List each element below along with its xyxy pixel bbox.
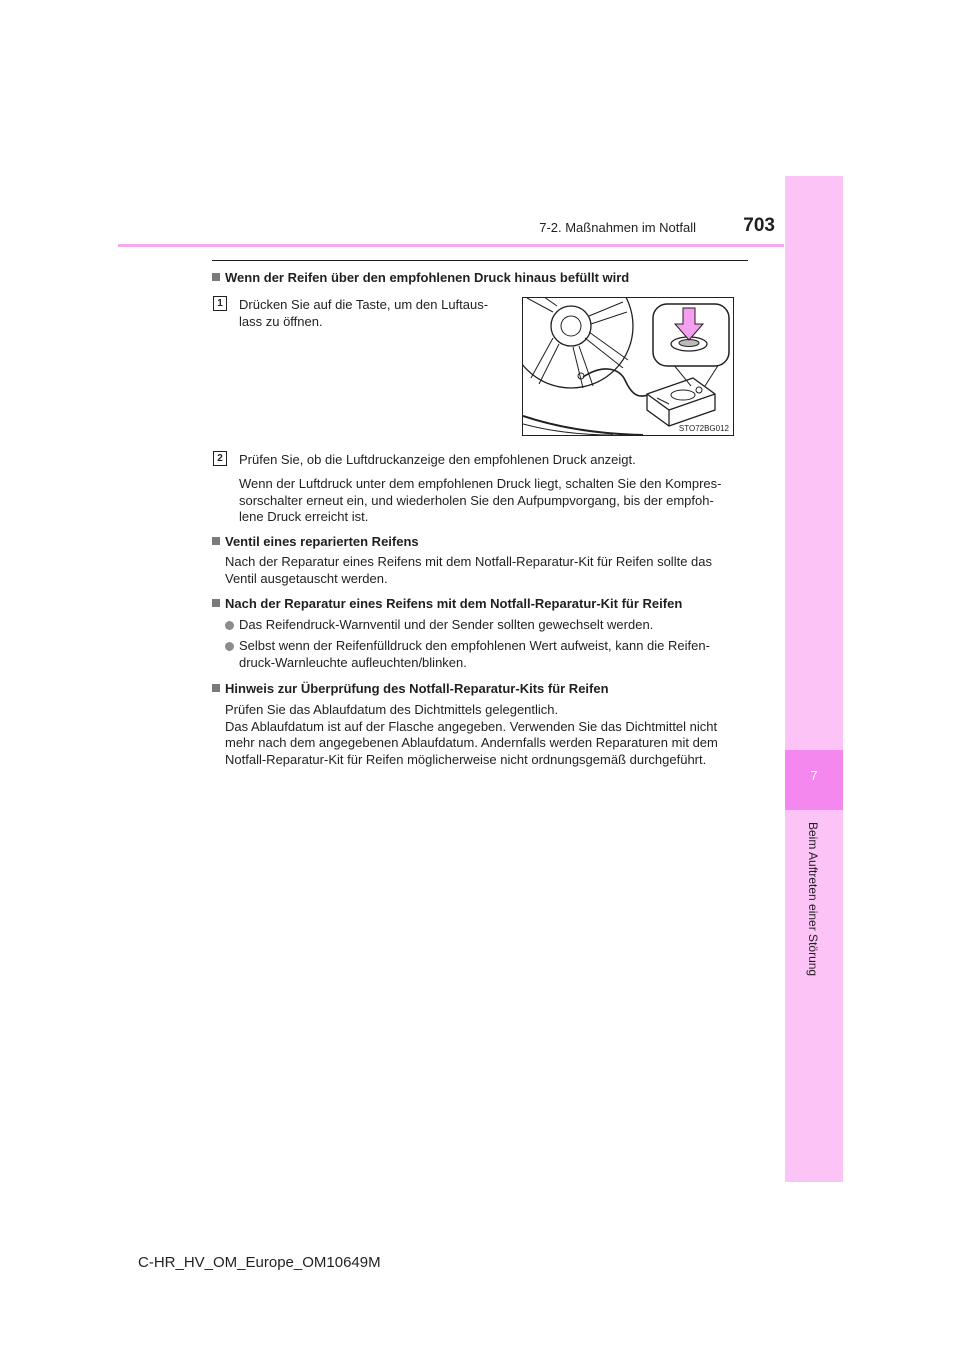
step-text: Prüfen Sie, ob die Luftdruckanzeige den empfohlenen Druck anzeigt. [239, 452, 636, 467]
figure-caption: STO72BG012 [678, 424, 729, 433]
header-divider [118, 244, 784, 247]
square-bullet-icon [212, 684, 220, 692]
section-paragraph: Prüfen Sie das Ablaufdatum des Dichtmittels gelegentlich. Das Ablaufdatum ist auf der Flasche angegeben. Verwenden Sie das Dichtmittel nicht mehr nach dem angegebenen Ablaufdatum. Andernfalls werden Reparaturen mit dem Notfall-Reparatur-Kit für Reifen möglicherweise nicht ordnungsgemäß durchgeführt. [225, 702, 718, 767]
square-bullet-icon [212, 537, 220, 545]
section-heading: Nach der Reparatur eines Reifens mit dem Notfall-Reparatur-Kit für Reifen [212, 596, 682, 611]
section-title: 7-2. Maßnahmen im Notfall [539, 220, 696, 235]
bullet-icon [225, 621, 234, 630]
document-code: C-HR_HV_OM_Europe_OM10649M [138, 1254, 381, 1271]
compressor-figure [522, 297, 734, 436]
square-bullet-icon [212, 599, 220, 607]
step-note: Wenn der Luftdruck unter dem empfohlenen Druck liegt, schalten Sie den Kompres- sorschalter erneut ein, und wiederholen Sie den Aufpumpvorgang, bis der empfoh- lene Druck erreicht ist. [239, 476, 722, 524]
chapter-number: 7 [810, 768, 818, 783]
step-text: Drücken Sie auf die Taste, um den Luftaus- lass zu öffnen. [239, 297, 489, 329]
tire-compressor-illustration [523, 298, 733, 435]
chapter-label: Beim Auftreten einer Störung [806, 822, 820, 977]
bullet-text: Selbst wenn der Reifenfülldruck den empfohlenen Wert aufweist, kann die Reifen- druck-Warnleuchte aufleuchten/blinken. [239, 638, 710, 670]
page-number: 703 [743, 215, 775, 236]
square-bullet-icon [212, 273, 220, 281]
bullet-icon [225, 642, 234, 651]
section-rule [212, 260, 748, 261]
section-heading: Hinweis zur Überprüfung des Notfall-Reparatur-Kits für Reifen [212, 681, 609, 696]
bullet-text: Das Reifendruck-Warnventil und der Sender sollten gewechselt werden. [239, 617, 654, 632]
step-number: 1 [213, 296, 227, 311]
chapter-side-tab [785, 176, 843, 1182]
section-heading: Ventil eines reparierten Reifens [212, 534, 419, 549]
section-heading: Wenn der Reifen über den empfohlenen Druck hinaus befüllt wird [212, 270, 629, 285]
step-number: 2 [213, 451, 227, 466]
section-paragraph: Nach der Reparatur eines Reifens mit dem Notfall-Reparatur-Kit für Reifen sollte das Ventil ausgetauscht werden. [225, 554, 712, 586]
